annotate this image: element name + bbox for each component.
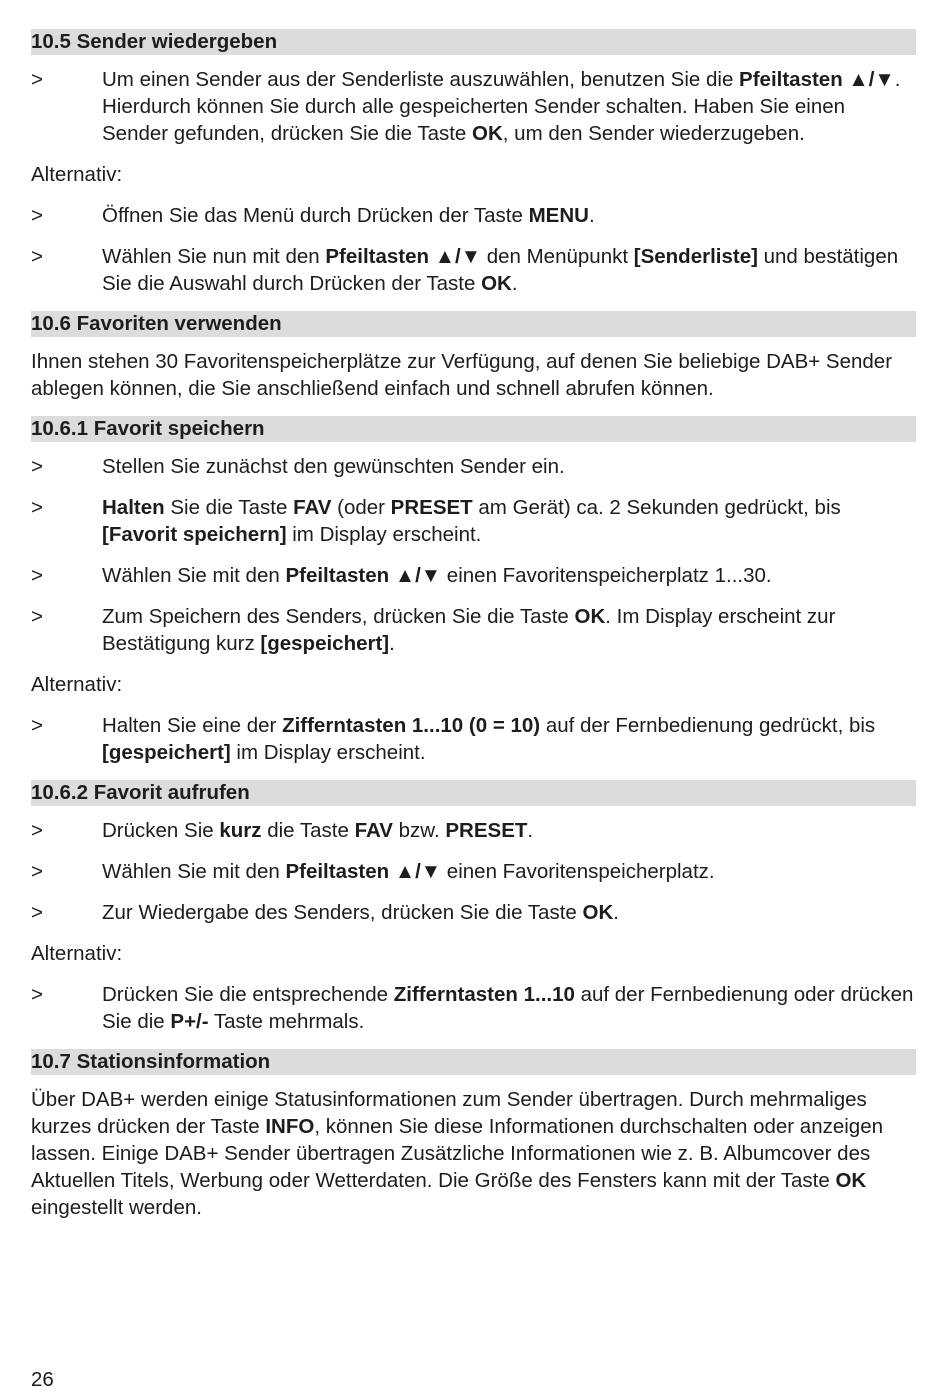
bold-text: Zifferntasten 1...10 [393, 983, 575, 1006]
list-item-text [102, 899, 916, 926]
text: eingestellt werden. [31, 1196, 202, 1219]
bold-text: FAV [293, 496, 332, 519]
bold-text: PRESET [445, 819, 528, 842]
bold-text: PRESET [390, 496, 473, 519]
text: Über DAB+ werden einige Statusinformationen zum Sender übertragen. Durch mehrmaliges kurzes drücken der Taste [31, 1088, 867, 1138]
list-item-text [102, 858, 916, 885]
list-item-text [102, 981, 916, 1035]
text: die Taste [261, 819, 355, 842]
bullet-marker: > [31, 564, 43, 587]
text: Zum Speichern des Senders, drücken Sie die Taste [102, 605, 575, 628]
text: Alternativ: [31, 163, 123, 186]
text: im Display erscheint. [230, 741, 426, 764]
list-item-text [102, 243, 916, 297]
text: einen Favoritenspeicherplatz 1...30. [441, 564, 772, 587]
list-item [31, 562, 916, 589]
text: Ihnen stehen 30 Favoritenspeicherplätze zur Verfügung, auf denen Sie beliebige DAB+ Sender ablegen können, die Sie anschließend einfach und schnell abrufen können. [31, 350, 893, 400]
bullet-marker: > [31, 983, 43, 1006]
text: und bestätigen Sie die Auswahl durch Drücken der Taste [102, 245, 899, 295]
text: einen Favoritenspeicherplatz. [441, 860, 715, 883]
bold-text: OK [481, 272, 512, 295]
list-item [31, 603, 916, 657]
bold-text: INFO [265, 1115, 315, 1138]
bullet-marker: > [31, 455, 43, 478]
bullet-marker: > [31, 901, 43, 924]
text: , um den Sender wiederzugeben. [502, 122, 805, 145]
bullet-marker: > [31, 68, 43, 91]
bullet-marker: > [31, 245, 43, 268]
text: . Im Display erscheint zur Bestätigung kurz [102, 605, 836, 655]
bold-text: [gespeichert] [260, 632, 390, 655]
text: den Menüpunkt [481, 245, 634, 268]
list-item-text [102, 712, 916, 766]
manual-page-content [31, 29, 916, 1235]
list-item [31, 202, 916, 229]
text: Stellen Sie zunächst den gewünschten Sender ein. [102, 455, 565, 478]
bullet-marker: > [31, 605, 43, 628]
text: . [511, 272, 518, 295]
bullet-marker: > [31, 204, 43, 227]
bold-text: P+/- [170, 1010, 209, 1033]
list-item [31, 66, 916, 147]
list-item [31, 817, 916, 844]
text: Öffnen Sie das Menü durch Drücken der Taste [102, 204, 529, 227]
bold-text: Zifferntasten 1...10 (0 = 10) [282, 714, 541, 737]
bold-text: OK [582, 901, 614, 924]
section-heading: 10.5 Sender wiedergeben [31, 29, 916, 55]
bullet-marker: > [31, 496, 43, 519]
list-item [31, 712, 916, 766]
list-item [31, 243, 916, 297]
text: Um einen Sender aus der Senderliste auszuwählen, benutzen Sie die [102, 68, 740, 91]
text: Zur Wiedergabe des Senders, drücken Sie die Taste [102, 901, 583, 924]
paragraph [31, 940, 916, 967]
list-item-text [102, 562, 916, 589]
text: . [389, 632, 395, 655]
list-item [31, 453, 916, 480]
paragraph [31, 671, 916, 698]
bold-text: kurz [219, 819, 262, 842]
text: Wählen Sie nun mit den [102, 245, 326, 268]
bold-text: [Favorit speichern] [102, 523, 287, 546]
section-heading: 10.6 Favoriten verwenden [31, 311, 916, 337]
list-item [31, 494, 916, 548]
bold-text: OK [574, 605, 606, 628]
text: Wählen Sie mit den [102, 860, 286, 883]
bold-text: FAV [354, 819, 393, 842]
list-item-text [102, 202, 916, 229]
list-item-text [102, 817, 916, 844]
text: . [588, 204, 595, 227]
section-heading: 10.7 Stationsinformation [31, 1049, 916, 1075]
bold-text: Pfeiltasten ▲/▼ [739, 68, 895, 91]
text: Wählen Sie mit den [102, 564, 286, 587]
text: . [613, 901, 619, 924]
text: Drücken Sie [102, 819, 220, 842]
bold-text: Pfeiltasten ▲/▼ [285, 860, 442, 883]
paragraph [31, 1086, 916, 1221]
bold-text: [gespeichert] [102, 741, 231, 764]
text: Drücken Sie die entsprechende [102, 983, 394, 1006]
text: Halten Sie eine der [102, 714, 283, 737]
text: . [527, 819, 534, 842]
bold-text: Halten [102, 496, 165, 519]
list-item [31, 981, 916, 1035]
text: , können Sie diese Informationen durchschalten oder anzeigen lassen. Einige DAB+ Sender übertragen Zusätzliche Informationen wie z. B. Albumcover des Aktuellen Titels, Werbung oder Wetterdaten. Die Größe des Fensters kann mit der Taste [31, 1115, 884, 1192]
text: Taste mehrmals. [208, 1010, 365, 1033]
paragraph [31, 161, 916, 188]
section-heading: 10.6.1 Favorit speichern [31, 416, 916, 442]
text: bzw. [392, 819, 446, 842]
list-item-text [102, 494, 916, 548]
text: (oder [331, 496, 391, 519]
text: am Gerät) ca. 2 Sekunden gedrückt, bis [472, 496, 841, 519]
bold-text: OK [472, 122, 503, 145]
bold-text: OK [835, 1169, 867, 1192]
text: auf der Fernbedienung oder drücken Sie die [102, 983, 914, 1033]
bullet-marker: > [31, 714, 43, 737]
list-item [31, 899, 916, 926]
bold-text: Pfeiltasten ▲/▼ [325, 245, 482, 268]
bold-text: [Senderliste] [633, 245, 758, 268]
section-heading: 10.6.2 Favorit aufrufen [31, 780, 916, 806]
bold-text: MENU [528, 204, 589, 227]
list-item-text [102, 453, 916, 480]
text: Alternativ: [31, 673, 123, 696]
bullet-marker: > [31, 860, 43, 883]
list-item-text [102, 66, 916, 147]
list-item [31, 858, 916, 885]
text: im Display erscheint. [286, 523, 482, 546]
text: Alternativ: [31, 942, 123, 965]
bold-text: Pfeiltasten ▲/▼ [285, 564, 442, 587]
paragraph [31, 348, 916, 402]
text: Sie die Taste [164, 496, 294, 519]
bullet-marker: > [31, 819, 43, 842]
list-item-text [102, 603, 916, 657]
text: auf der Fernbedienung gedrückt, bis [540, 714, 876, 737]
page-number: 26 [31, 1368, 54, 1391]
text: . Hierdurch können Sie durch alle gespeicherten Sender schalten. Haben Sie einen Sender gefunden, drücken Sie die Taste [102, 68, 901, 145]
